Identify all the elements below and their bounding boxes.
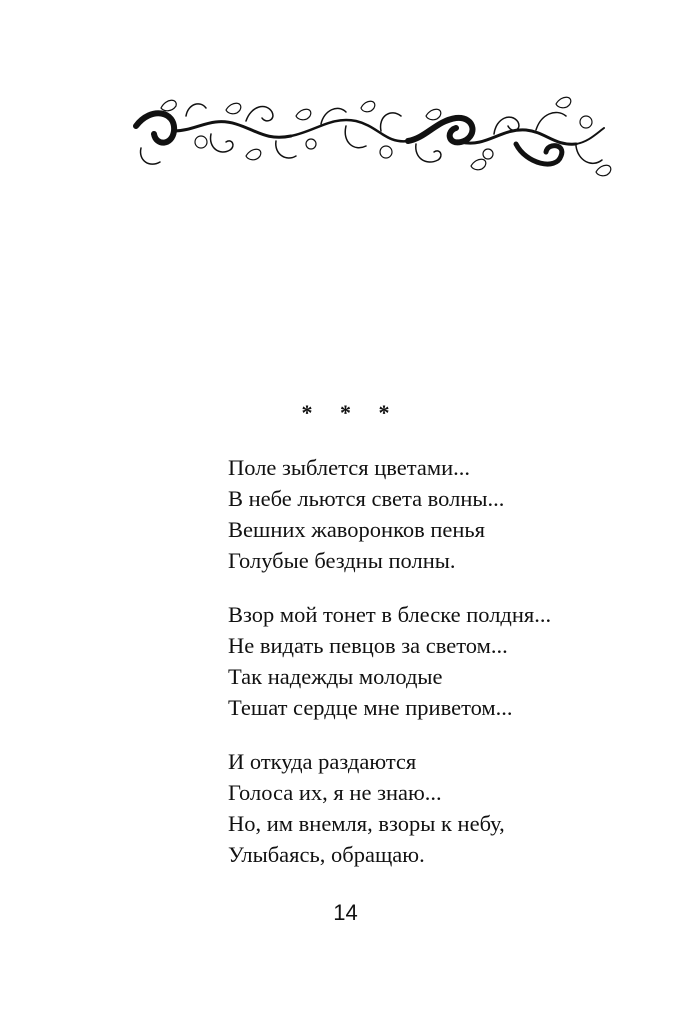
poem-line: Улыбаясь, обращаю. xyxy=(228,842,425,867)
poem-line: Тешат сердце мне приветом... xyxy=(228,695,513,720)
stanza xyxy=(228,746,551,870)
section-separator xyxy=(0,400,691,426)
stanza xyxy=(228,452,551,576)
poem-line: Голубые бездны полны. xyxy=(228,548,456,573)
poem-line: Вешних жаворонков пенья xyxy=(228,517,486,542)
poem-line: Но, им внемля, взоры к небу, xyxy=(228,811,505,836)
poem-line: Голоса их, я не знаю... xyxy=(228,780,442,805)
poem-line: Поле зыблется цветами... xyxy=(228,455,470,480)
asterisk: * xyxy=(340,400,351,425)
asterisk: * xyxy=(378,400,390,425)
poem-line: В небе льются света волны... xyxy=(228,486,505,511)
page-number: 14 xyxy=(333,900,358,925)
poem-line: И откуда раздаются xyxy=(228,749,417,774)
poem-line: Не видать певцов за светом... xyxy=(228,633,508,658)
poem-line: Так надежды молодые xyxy=(228,664,443,689)
stanza xyxy=(228,599,551,723)
poem xyxy=(228,452,551,893)
floral-scroll-ornament-icon xyxy=(116,86,618,192)
poem-line: Взор мой тонет в блеске полдня... xyxy=(228,602,552,627)
asterisk: * xyxy=(301,400,313,425)
